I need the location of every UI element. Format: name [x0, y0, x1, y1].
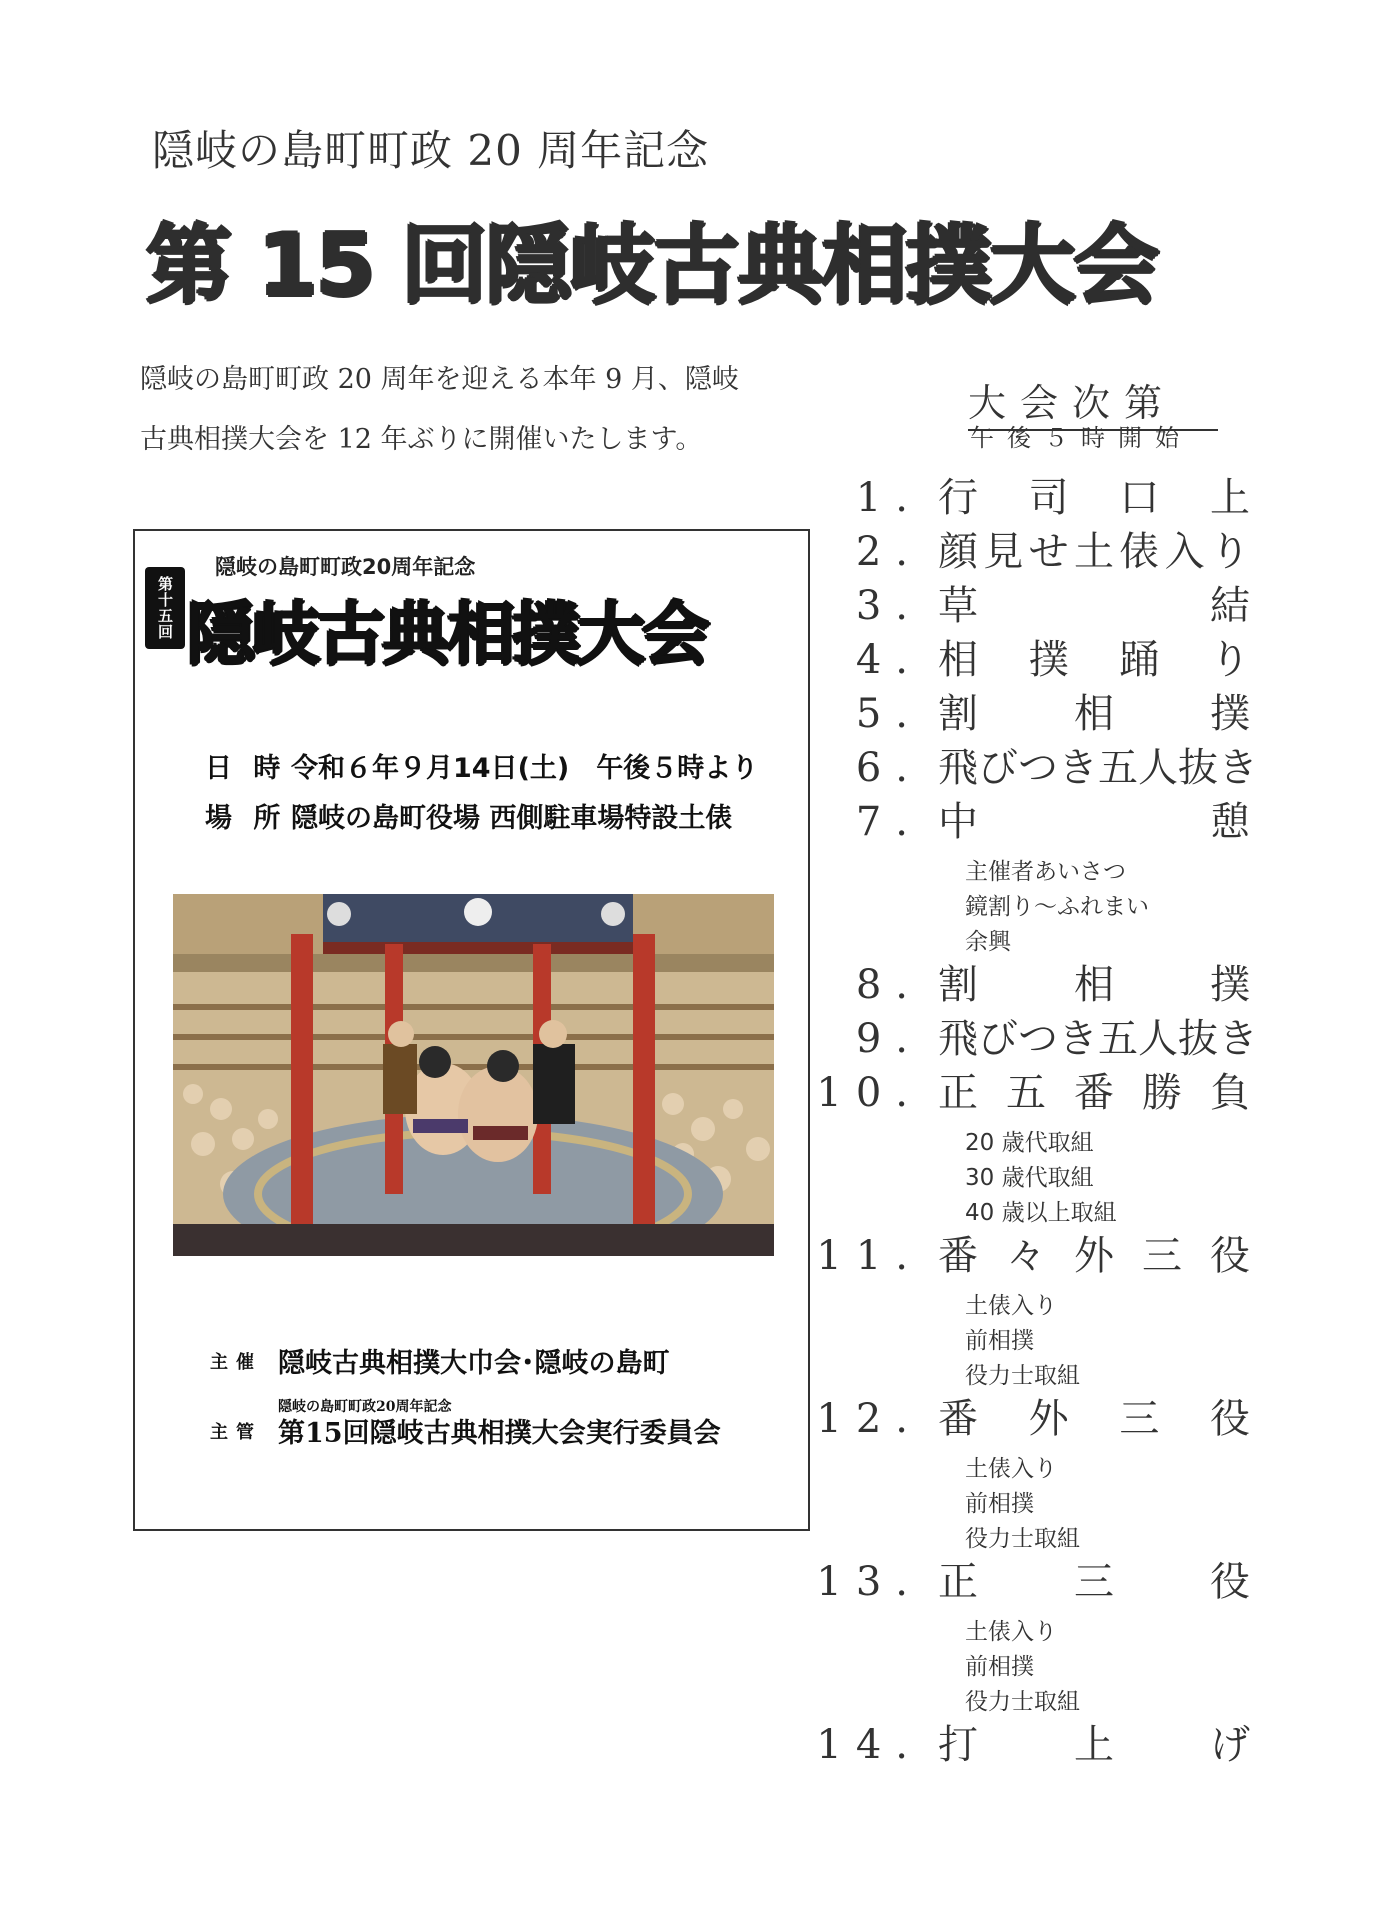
program-item-title: 草 結	[938, 583, 1250, 629]
intro-text	[140, 350, 840, 470]
program-item	[835, 1014, 1258, 1064]
program-item-number: 14.	[816, 1722, 922, 1768]
program-sub-item: 役力士取組	[965, 1689, 1080, 1715]
program-item-title: 打 上 げ	[938, 1722, 1250, 1768]
program-sub-item: 土俵入り	[965, 1456, 1057, 1482]
intro-line-1: 隠岐の島町町政 20 周年を迎える本年 9 月、隠岐	[140, 364, 739, 395]
poster-place	[205, 796, 732, 835]
program-item-number: 6.	[855, 745, 922, 791]
program-item-title: 正 五 番 勝 負	[938, 1070, 1250, 1116]
program-sub-item: 前相撲	[965, 1491, 1034, 1517]
program-item	[816, 1557, 1250, 1607]
program-sub-item: 40 歳以上取組	[965, 1200, 1117, 1226]
poster-organizer	[210, 1411, 721, 1450]
program-item-number: 2.	[855, 529, 922, 575]
program-sub-item: 鏡割り～ふれまい	[965, 894, 1149, 920]
page-title: 第 15 回隠岐古典相撲大会	[146, 216, 1158, 316]
program-sub-item: 前相撲	[965, 1654, 1034, 1680]
program-item-number: 7.	[855, 799, 922, 845]
program-item-number: 12.	[816, 1396, 922, 1442]
poster-organizer-value: 第15回隠岐古典相撲大会実行委員会	[278, 1418, 721, 1449]
program-item-number: 5.	[855, 691, 922, 737]
program-item-number: 4.	[855, 637, 922, 683]
program-start-time: 午後５時開始	[970, 424, 1192, 452]
poster-date	[205, 746, 758, 785]
event-poster	[133, 529, 810, 1531]
poster-seal: 第十五回	[145, 567, 185, 649]
program-item-number: 13.	[816, 1559, 922, 1605]
program-item-number: 10.	[816, 1070, 922, 1116]
program-item-title: 正 三 役	[938, 1559, 1250, 1605]
program-sub-item: 土俵入り	[965, 1619, 1057, 1645]
program-heading: 大会次第	[968, 372, 1218, 431]
program-item-title: 飛 び つ き 五 人 抜 き	[938, 1016, 1258, 1062]
poster-subtitle: 隠岐の島町町政20周年記念	[215, 555, 476, 579]
poster-organizer-label: 主管	[210, 1421, 262, 1443]
poster-host	[210, 1341, 670, 1380]
program-item	[816, 1231, 1250, 1281]
program-item-title: 番 々 外 三 役	[938, 1233, 1250, 1279]
program-item-title: 割 相 撲	[938, 691, 1250, 737]
program-item	[835, 689, 1250, 739]
program-item	[816, 1720, 1250, 1770]
program-item-number: 3.	[855, 583, 922, 629]
program-sub-item: 主催者あいさつ	[965, 859, 1126, 885]
program-item	[835, 473, 1250, 523]
poster-place-label: 場 所	[205, 803, 287, 834]
program-item-title: 番 外 三 役	[938, 1396, 1250, 1442]
program-item-number: 9.	[855, 1016, 922, 1062]
sumo-woodblock-illustration	[173, 894, 774, 1256]
program-item	[835, 527, 1250, 577]
intro-line-2: 古典相撲大会を 12 年ぶりに開催いたします。	[140, 424, 703, 455]
program-sub-item: 前相撲	[965, 1328, 1034, 1354]
program-item	[835, 797, 1250, 847]
poster-title: 隠岐古典相撲大会	[187, 596, 708, 675]
program-sub-item: 役力士取組	[965, 1526, 1080, 1552]
program-item	[835, 635, 1250, 685]
program-item	[835, 743, 1258, 793]
poster-organizer-note: 隠岐の島町町政20周年記念	[278, 1399, 452, 1415]
program-item	[816, 1068, 1250, 1118]
program-sub-item: 役力士取組	[965, 1363, 1080, 1389]
poster-date-value: 令和６年９月14日(土) 午後５時より	[291, 753, 759, 784]
program-item	[816, 1394, 1250, 1444]
program-item-title: 顔 見 せ 土 俵 入 り	[938, 529, 1250, 575]
poster-date-label: 日 時	[205, 753, 287, 784]
program-item-number: 8.	[855, 962, 922, 1008]
program-sub-item: 土俵入り	[965, 1293, 1057, 1319]
program-item-title: 飛 び つ き 五 人 抜 き	[938, 745, 1258, 791]
program-item	[835, 581, 1250, 631]
poster-place-value: 隠岐の島町役場 西側駐車場特設土俵	[291, 803, 733, 834]
page-subtitle: 隠岐の島町町政 20 周年記念	[152, 126, 710, 175]
program-item-title: 相 撲 踊 り	[938, 637, 1250, 683]
program-sub-item: 余興	[965, 929, 1011, 955]
program-item	[835, 960, 1250, 1010]
program-item-title: 中 憩	[938, 799, 1250, 845]
program-item-title: 割 相 撲	[938, 962, 1250, 1008]
program-item-number: 1.	[855, 475, 922, 521]
poster-host-value: 隠岐古典相撲大巾会･隠岐の島町	[278, 1348, 670, 1379]
program-sub-item: 30 歳代取組	[965, 1165, 1094, 1191]
program-item-title: 行 司 口 上	[938, 475, 1250, 521]
poster-host-label: 主催	[210, 1351, 262, 1373]
program-sub-item: 20 歳代取組	[965, 1130, 1094, 1156]
program-item-number: 11.	[816, 1233, 922, 1279]
